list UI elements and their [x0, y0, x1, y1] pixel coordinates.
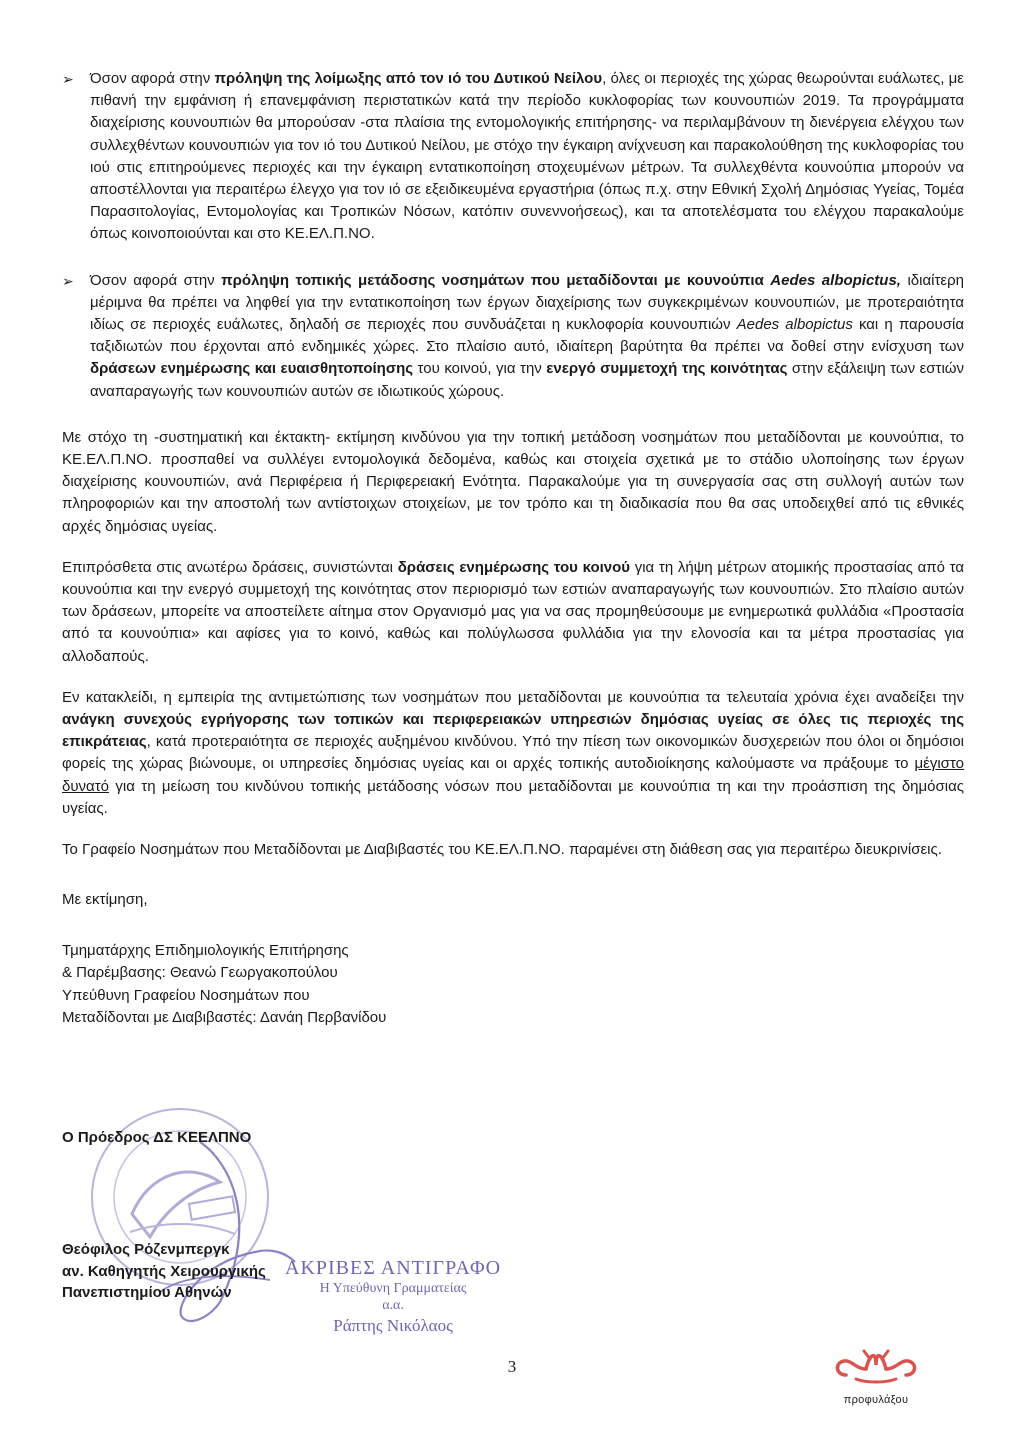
italic-run: Aedes albopictus	[736, 316, 853, 334]
bold-run: δράσεων ενημέρωσης και ευαισθητοποίησης	[90, 360, 414, 378]
text-run: Όσον αφορά στην	[90, 271, 222, 289]
copy-stamp-name: Ράπτης Νικόλαος	[333, 1316, 453, 1335]
logo-caption: προφυλάξου	[843, 1394, 909, 1406]
text-run: , κατά προτεραιότητα σε περιοχές αυξημένου κινδύνου. Υπό την πίεση των οικονομικών δυσχερειών που όλοι οι δημόσιοι φορείς της χώρας βιώνουμε, οι υπηρεσίες δημόσιας υγείας και οι αρχές τοπικής αυτοδιοίκησης καλούμαστε να πράξουμε το	[62, 733, 964, 773]
mosquito-logo-icon	[826, 1345, 926, 1387]
text-run: στην εξάλειψη των εστιών αναπαραγωγής των κουνουπιών αυτών σε ιδιωτικούς χώρους.	[90, 360, 965, 400]
paragraph-conclusion	[62, 687, 964, 820]
signature-line: Υπεύθυνη Γραφείου Νοσημάτων που	[62, 986, 310, 1004]
true-copy-stamp	[285, 1257, 501, 1336]
underlined-run: μέγιστο δυνατό	[62, 755, 964, 795]
text-run: , όλες οι περιοχές της χώρας θεωρούνται ευάλωτες, με πιθανή την εμφάνιση ή επανεμφάνιση περιστατικών κατά την περίοδο κυκλοφορίας των κουνουπιών 2019. Τα προγράμματα διαχείρισης κουνουπιών θα μπορούσαν -στα πλαίσια της εντομολογικής επιτήρησης- να περιλαμβάνουν τη διενέργεια ελέγχου των συλλεχθέντων κουνουπιών για τον ιό του Δυτικού Νείλου, με στόχο την έγκαιρη ανίχνευση και παρακολούθηση της κυκλοφορίας του ιού στις επιτηρούμενες περιοχές και την έγκαιρη εντατικοποίηση στοχευμένων μέτρων. Τα συλλεχθέντα κουνούπια μπορούν να αποστέλλονται για περαιτέρω έλεγχο για τον ιό σε εξειδικευμένα εργαστήρια (όπως π.χ. στην Εθνική Σχολή Δημόσιας Υγείας, Τομέα Παρασιτολογίας, Εντομολογίας και Τροπικών Νόσων, κατόπιν συνεννοήσεως), και τα αποτελέσματα του ελέγχου παρακαλούμε όπως κοινοποιούνται και στο ΚΕ.ΕΛ.Π.ΝΟ.	[90, 70, 964, 243]
arrow-bullet-icon: ➢	[62, 71, 74, 87]
signature-line: Τμηματάρχης Επιδημιολογικής Επιτήρησης	[62, 941, 349, 959]
paragraph-risk-assessment: Με στόχο τη -συστηματική και έκτακτη- εκτίμηση κινδύνου για την τοπική μετάδοση νοσημάτων που μεταδίδονται με κουνούπια, το ΚΕ.ΕΛ.Π.ΝΟ. προσπαθεί να συλλέγει εντομολογικά δεδομένα, καθώς και στοιχεία σχετικά με το στάδιο υλοποίησης των έργων διαχείρισης κουνουπιών, ανά Περιφέρεια ή Περιφερειακή Ενότητα. Παρακαλούμε για τη συνεργασία σας στη συλλογή αυτών των πληροφοριών και την αποστολή των αντίστοιχων στοιχείων, με τον τρόπο και τη διαδικασία που θα σας υποδειχθεί από τις εθνικές αρχές δημόσιας υγείας.	[62, 428, 964, 535]
copy-stamp-title: ΑΚΡΙΒΕΣ ΑΝΤΙΓΡΑΦΟ	[285, 1257, 502, 1279]
letter-body	[62, 68, 964, 1030]
text-run: για τη μείωση του κινδύνου τοπικής μετάδοσης νόσων που μεταδίδονται με κουνούπια τη και την προάσπιση της δημόσιας υγείας.	[62, 777, 964, 817]
signature-line: Μεταδίδονται με Διαβιβαστές: Δανάη Περβανίδου	[62, 1009, 387, 1026]
text-run: Όσον αφορά στην	[90, 70, 215, 87]
text-run: ιδιαίτερη μέριμνα θα πρέπει να ληφθεί για την εντατικοποίηση των έργων διαχείρισης των συγκεκριμένων κουνουπιών, με προτεραιότητα ιδίως σε περιοχές ευάλωτες, δηλαδή σε περιοχές που συνδυάζεται η κυκλοφορία κουνουπιών	[90, 271, 964, 334]
staff-signature-block	[62, 940, 964, 1030]
bold-run: πρόληψη της λοίμωξης από τον ιό του Δυτικού Νείλου	[214, 70, 603, 87]
signer-line: Θεόφιλος Ρόζενμπεργκ	[62, 1241, 230, 1258]
paragraph-public-info	[62, 557, 964, 668]
bold-run: πρόληψη τοπικής μετάδοσης νοσημάτων που μεταδίδονται με κουνούπια	[221, 271, 771, 289]
text-run: και η παρουσία ταξιδιωτών που έρχονται από ενδημικές χώρες. Στο πλαίσιο αυτό, ιδιαίτερη βαρύτητα θα πρέπει να δοθεί στην ενίσχυση των	[90, 316, 964, 356]
signer-line: Πανεπιστημίου Αθηνών	[62, 1284, 232, 1301]
paragraph-office-contact: Το Γραφείο Νοσημάτων που Μεταδίδονται με Διαβιβαστές του ΚΕ.ΕΛ.Π.ΝΟ. παραμένει στη διάθεση σας για περαιτέρω διευκρινίσεις.	[62, 841, 942, 859]
bold-italic-run: Aedes albopictus,	[770, 271, 901, 289]
copy-stamp-aa: α.α.	[382, 1298, 404, 1313]
signer-block	[62, 1239, 266, 1304]
bold-run: δράσεις ενημέρωσης του κοινού	[397, 558, 631, 576]
page-number: 3	[507, 1357, 517, 1376]
bold-run: ανάγκη συνεχούς εγρήγορσης των τοπικών και περιφερειακών υπηρεσιών δημόσιας υγείας σε όλες τις περιοχές της επικράτειας	[62, 711, 964, 751]
copy-stamp-role: Η Υπεύθυνη Γραμματείας	[319, 1281, 467, 1296]
campaign-logo	[820, 1345, 932, 1406]
text-run: για τη λήψη μέτρων ατομικής προστασίας από τα κουνούπια και την ενεργό συμμετοχή της κοινότητας στον περιορισμό των εστιών αναπαραγωγής των κουνουπιών. Στο πλαίσιο αυτών των δράσεων, μπορείτε να αποστείλετε αίτημα στον Οργανισμό μας για να σας προμηθεύσουμε με ενημερωτικά φυλλάδια «Προστασία από τα κουνούπια» και αφίσες για το κοινό, καθώς και πολύγλωσσα φυλλάδια για την ελονοσία και τα μέτρα προστασίας για αλλοδαπούς.	[62, 558, 965, 665]
signer-line: αν. Καθηγητής Χειρουργικής	[62, 1262, 266, 1280]
closing-salutation: Με εκτίμηση,	[62, 891, 148, 909]
president-title: Ο Πρόεδρος ΔΣ ΚΕΕΛΠΝΟ	[62, 1129, 252, 1146]
text-run: Εν κατακλείδι, η εμπειρία της αντιμετώπισης των νοσημάτων που μεταδίδονται με κουνούπια τα τελευταία χρόνια έχει αναδείξει την	[62, 688, 964, 706]
text-run: Επιπρόσθετα στις ανωτέρω δράσεις, συνιστώνται	[62, 558, 398, 576]
bold-run: ενεργό συμμετοχή της κοινότητας	[546, 360, 788, 378]
arrow-bullet-icon: ➢	[62, 272, 74, 289]
bullet-aedes	[62, 270, 964, 403]
text-run: του κοινού, για την	[413, 360, 547, 378]
bullet-west-nile	[62, 68, 964, 246]
signature-line: & Παρέμβασης: Θεανώ Γεωργακοπούλου	[62, 964, 338, 981]
